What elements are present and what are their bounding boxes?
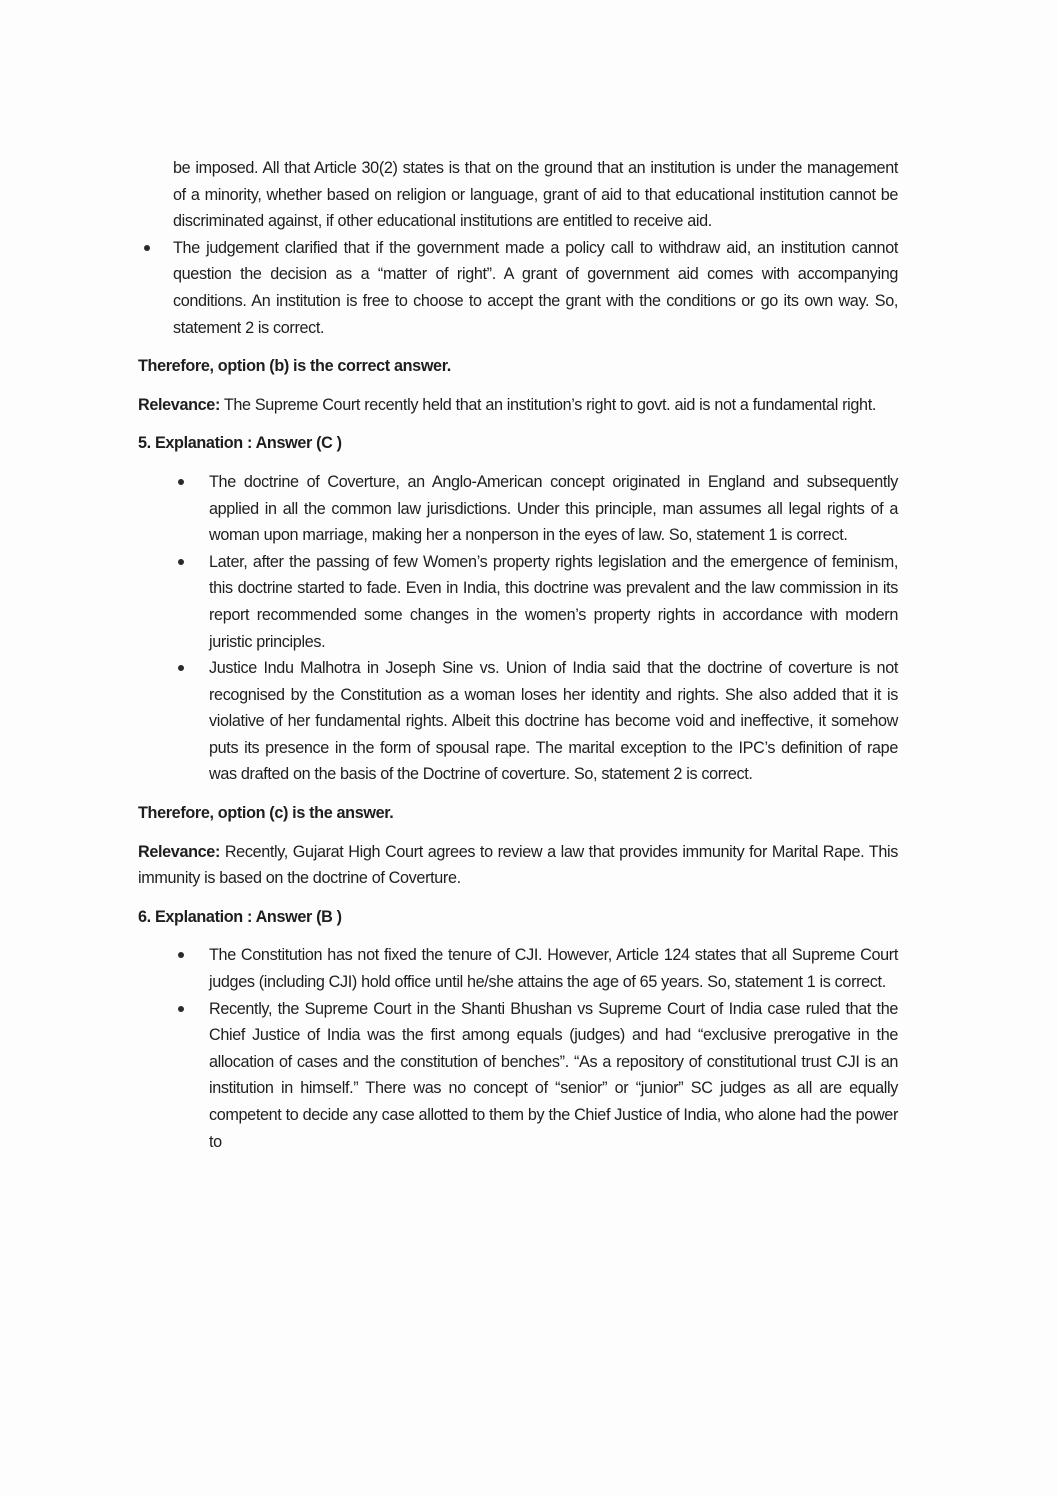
bullet-text: The Constitution has not fixed the tenure of CJI. However, Article 124 states that all Supreme Court judges (including CJI) hold office until he/she attains the age of 65 years. So, statement 1 is correct. (209, 946, 898, 992)
bullet-icon (178, 559, 184, 565)
list-item (138, 235, 898, 341)
bullet-icon (178, 665, 184, 671)
q6-bullet-list (138, 942, 898, 1155)
q5-bullet-list (138, 469, 898, 788)
relevance-text: Recently, Gujarat High Court agrees to review a law that provides immunity for Marital Rape. This immunity is based on the doctrine of Coverture. (138, 842, 898, 888)
list-item (138, 942, 898, 995)
list-item (138, 549, 898, 655)
bullet-text: Justice Indu Malhotra in Joseph Sine vs. Union of India said that the doctrine of coverture is not recognised by the Constitution as a woman loses her identity and rights. She also added that it is violative of her fundamental rights. Albeit this doctrine has become void and ineffective, it somehow puts its presence in the form of spousal rape. The marital exception to the IPC’s definition of rape was drafted on the basis of the Doctrine of coverture. So, statement 2 is correct. (209, 659, 898, 784)
list-item (138, 469, 898, 549)
q5-relevance (138, 839, 898, 892)
continuation-paragraph: be imposed. All that Article 30(2) states is that on the ground that an institution is under the management of a minority, whether based on religion or language, grant of aid to that educational institution cannot be discriminated against, if other educational institutions are entitled to receive aid. (173, 159, 898, 231)
q4-bullet-list (138, 235, 898, 341)
bullet-text: The doctrine of Coverture, an Anglo-American concept originated in England and subsequently applied in all the common law jurisdictions. Under this principle, man assumes all legal rights of a woman upon marriage, making her a nonperson in the eyes of law. So, statement 1 is correct. (209, 472, 898, 545)
bullet-icon (178, 952, 184, 958)
q5-heading: 5. Explanation : Answer (C ) (138, 434, 342, 453)
bullet-text: Later, after the passing of few Women’s property rights legislation and the emergence of feminism, this doctrine started to fade. Even in India, this doctrine was prevalent and the law commission in its report recommended some changes in the women’s property rights in accordance with modern juristic principles. (209, 552, 898, 651)
q4-relevance (138, 392, 898, 419)
bullet-text: The judgement clarified that if the government made a policy call to withdraw aid, an institution cannot question the decision as a “matter of right”. A grant of government aid comes with accompanying conditions. An institution is free to choose to accept the grant with the conditions or go its own way. So, statement 2 is correct. (173, 238, 898, 337)
q5-conclusion: Therefore, option (c) is the answer. (138, 804, 394, 823)
bullet-icon (144, 245, 150, 251)
list-item (138, 655, 898, 788)
relevance-label: Relevance: (138, 395, 220, 414)
bullet-icon (178, 479, 184, 485)
page-content (138, 155, 898, 1155)
bullet-icon (178, 1006, 184, 1012)
list-item (138, 996, 898, 1156)
q6-heading: 6. Explanation : Answer (B ) (138, 907, 342, 926)
relevance-text: The Supreme Court recently held that an institution’s right to govt. aid is not a fundamental right. (219, 395, 876, 414)
relevance-label: Relevance: (138, 842, 220, 861)
q4-conclusion: Therefore, option (b) is the correct answer. (138, 357, 451, 376)
bullet-text: Recently, the Supreme Court in the Shanti Bhushan vs Supreme Court of India case ruled that the Chief Justice of India was the first among equals (judges) and had “exclusive prerogative in the allocation of cases and the constitution of benches”. “As a repository of constitutional trust CJI is an institution in himself.” There was no concept of “senior” or “junior” SC judges as all are equally competent to decide any case allotted to them by the Chief Justice of India, who alone had the power to (209, 999, 898, 1151)
